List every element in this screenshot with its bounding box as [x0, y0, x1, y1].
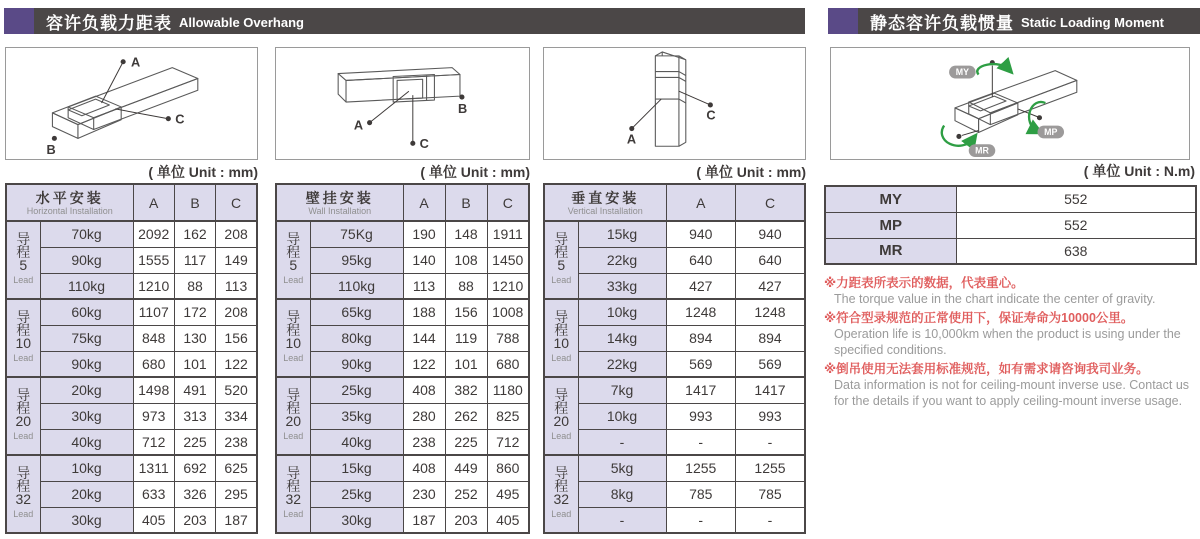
- value-cell: 1450: [487, 247, 529, 273]
- column-header-a: A: [133, 184, 174, 221]
- value-cell: 149: [216, 247, 257, 273]
- mr-badge-label: MR: [975, 145, 989, 156]
- lead-en-label: Lead: [13, 275, 34, 285]
- table-row: [276, 325, 529, 351]
- vertical-install-table-container: [543, 183, 806, 534]
- value-cell: 1255: [666, 455, 735, 481]
- label-c: C: [419, 136, 429, 152]
- label-a: A: [353, 117, 364, 133]
- value-cell: 238: [216, 429, 257, 455]
- table-row: [544, 455, 805, 481]
- install-type-en: Horizontal Installation: [26, 205, 113, 216]
- lead-en-label: Lead: [13, 509, 34, 519]
- load-cell: 20kg: [40, 481, 133, 507]
- value-cell: 973: [133, 403, 174, 429]
- value-cell: 408: [403, 455, 445, 481]
- value-cell: 405: [133, 507, 174, 533]
- value-cell: 187: [403, 507, 445, 533]
- value-cell: 520: [216, 377, 257, 403]
- value-cell: 208: [216, 221, 257, 247]
- value-cell: 162: [174, 221, 215, 247]
- lead-en-label: Lead: [551, 509, 572, 519]
- value-cell: 1417: [736, 377, 806, 403]
- value-cell: 1311: [133, 455, 174, 481]
- table-row: [276, 247, 529, 273]
- value-cell: 848: [133, 325, 174, 351]
- column-header-c: C: [216, 184, 257, 221]
- value-cell: 788: [487, 325, 529, 351]
- value-cell: 262: [445, 403, 487, 429]
- install-type-en: Vertical Installation: [567, 205, 643, 216]
- moment-title-zh: 静态容许负载惯量: [870, 13, 1014, 33]
- value-cell: 313: [174, 403, 215, 429]
- load-cell: 8kg: [578, 481, 666, 507]
- lead-cell: 导 程 20 Lead: [276, 377, 310, 455]
- value-cell: 680: [133, 351, 174, 377]
- value-cell: 88: [445, 273, 487, 299]
- load-cell: 110kg: [40, 273, 133, 299]
- table-title-cell: [544, 184, 666, 221]
- lead-en-label: Lead: [551, 353, 572, 363]
- wall-install-table-container: [275, 183, 530, 534]
- my-badge-label: MY: [955, 67, 969, 78]
- moment-row: [825, 212, 1196, 238]
- horizontal-actuator-drawing: [6, 48, 257, 159]
- table-row: [6, 325, 257, 351]
- value-cell: 188: [403, 299, 445, 325]
- value-cell: 712: [487, 429, 529, 455]
- lead-cell: 导 程 5 Lead: [6, 221, 40, 299]
- moment-section-header: [828, 8, 1200, 34]
- table-title-cell: [6, 184, 133, 221]
- value-cell: 144: [403, 325, 445, 351]
- load-cell: 10kg: [578, 299, 666, 325]
- value-cell: 495: [487, 481, 529, 507]
- note-zh: ※倒吊使用无法套用标准规范，如有需求请咨询我司业务。: [824, 362, 1149, 376]
- table-row: [276, 221, 529, 247]
- load-cell: 5kg: [578, 455, 666, 481]
- moment-diagram: [830, 47, 1190, 160]
- moment-title-en: Static Loading Moment: [1021, 14, 1164, 30]
- table-header-row: [276, 184, 529, 221]
- table-row: [276, 507, 529, 533]
- unit-label-mm: ( 单位 Unit : mm): [148, 164, 258, 180]
- value-cell: 334: [216, 403, 257, 429]
- lead-en-label: Lead: [283, 431, 304, 441]
- load-cell: 110kg: [310, 273, 403, 299]
- value-cell: 2092: [133, 221, 174, 247]
- load-cell: 30kg: [310, 507, 403, 533]
- value-cell: 187: [216, 507, 257, 533]
- lead-cell: 导 程 32 Lead: [544, 455, 578, 533]
- table-row: [544, 507, 805, 533]
- table-row: [544, 429, 805, 455]
- unit-label-mm: ( 单位 Unit : mm): [420, 164, 530, 180]
- value-cell: 1210: [487, 273, 529, 299]
- value-cell: 295: [216, 481, 257, 507]
- label-a: A: [131, 54, 141, 70]
- lead-en-label: Lead: [13, 431, 34, 441]
- value-cell: 1255: [736, 455, 806, 481]
- table-row: [276, 351, 529, 377]
- table-row: [276, 403, 529, 429]
- value-cell: 156: [216, 325, 257, 351]
- load-cell: 22kg: [578, 351, 666, 377]
- moment-actuator-drawing: [831, 48, 1189, 159]
- lead-cell: 导 程 32 Lead: [276, 455, 310, 533]
- column-header-a: A: [403, 184, 445, 221]
- note-zh: ※符合型录规范的正常使用下，保证寿命为10000公里。: [824, 311, 1134, 325]
- value-cell: 894: [666, 325, 735, 351]
- load-cell: 40kg: [310, 429, 403, 455]
- value-cell: 280: [403, 403, 445, 429]
- lead-cell: 导 程 32 Lead: [6, 455, 40, 533]
- value-cell: 860: [487, 455, 529, 481]
- value-cell: 148: [445, 221, 487, 247]
- value-cell: 1911: [487, 221, 529, 247]
- moment-value: 638: [956, 238, 1196, 264]
- horizontal-install-table-container: [5, 183, 258, 534]
- load-cell: 90kg: [40, 351, 133, 377]
- load-cell: 10kg: [578, 403, 666, 429]
- value-cell: 427: [736, 273, 806, 299]
- lead-cell: 导 程 20 Lead: [544, 377, 578, 455]
- load-cell: 40kg: [40, 429, 133, 455]
- value-cell: 1008: [487, 299, 529, 325]
- value-cell: 88: [174, 273, 215, 299]
- table-row: [6, 455, 257, 481]
- install-type-zh: 壁挂安装: [305, 189, 374, 206]
- moment-value: 552: [956, 186, 1196, 212]
- load-cell: 35kg: [310, 403, 403, 429]
- purple-accent-square: [4, 8, 34, 34]
- horizontal-install-table: [5, 183, 258, 534]
- load-cell: 95kg: [310, 247, 403, 273]
- value-cell: 208: [216, 299, 257, 325]
- load-cell: 25kg: [310, 377, 403, 403]
- table-row: [544, 247, 805, 273]
- value-cell: 625: [216, 455, 257, 481]
- value-cell: 122: [216, 351, 257, 377]
- load-cell: 30kg: [40, 403, 133, 429]
- table-row: [6, 481, 257, 507]
- value-cell: 108: [445, 247, 487, 273]
- vertical-actuator-drawing: [544, 48, 805, 159]
- value-cell: 491: [174, 377, 215, 403]
- install-type-zh: 垂直安装: [571, 189, 640, 206]
- value-cell: 382: [445, 377, 487, 403]
- load-cell: 90kg: [40, 247, 133, 273]
- table-row: [6, 221, 257, 247]
- load-cell: 75kg: [40, 325, 133, 351]
- value-cell: 156: [445, 299, 487, 325]
- value-cell: 692: [174, 455, 215, 481]
- value-cell: 894: [736, 325, 806, 351]
- lead-en-label: Lead: [283, 509, 304, 519]
- value-cell: 190: [403, 221, 445, 247]
- lead-en-label: Lead: [13, 353, 34, 363]
- value-cell: 326: [174, 481, 215, 507]
- load-cell: 60kg: [40, 299, 133, 325]
- vertical-install-table: [543, 183, 806, 534]
- load-cell: 90kg: [310, 351, 403, 377]
- value-cell: -: [736, 429, 806, 455]
- value-cell: 117: [174, 247, 215, 273]
- lead-cell: 导 程 5 Lead: [544, 221, 578, 299]
- value-cell: 712: [133, 429, 174, 455]
- value-cell: 252: [445, 481, 487, 507]
- column-header-b: B: [174, 184, 215, 221]
- value-cell: 569: [736, 351, 806, 377]
- value-cell: 825: [487, 403, 529, 429]
- table-row: [544, 481, 805, 507]
- note-en: Data information is not for ceiling-mount inverse use. Contact us for the details if you want to apply ceiling-mount inverse usage.: [834, 378, 1190, 408]
- load-cell: 70kg: [40, 221, 133, 247]
- install-type-zh: 水平安装: [35, 189, 104, 206]
- wall-install-table: [275, 183, 530, 534]
- load-cell: 15kg: [310, 455, 403, 481]
- table-row: [544, 325, 805, 351]
- label-c: C: [175, 111, 185, 127]
- value-cell: 238: [403, 429, 445, 455]
- moment-row: [825, 238, 1196, 264]
- table-row: [544, 403, 805, 429]
- overhang-title-en: Allowable Overhang: [179, 14, 304, 30]
- load-cell: 15kg: [578, 221, 666, 247]
- moment-label: MY: [825, 186, 956, 212]
- table-row: [6, 299, 257, 325]
- note-en: Operation life is 10,000km when the product is using under the specified conditions.: [834, 327, 1181, 357]
- value-cell: 122: [403, 351, 445, 377]
- load-cell: 80kg: [310, 325, 403, 351]
- load-cell: 10kg: [40, 455, 133, 481]
- lead-cell: 导 程 10 Lead: [544, 299, 578, 377]
- table-header-row: [6, 184, 257, 221]
- table-row: [544, 221, 805, 247]
- value-cell: 940: [736, 221, 806, 247]
- value-cell: 101: [174, 351, 215, 377]
- load-cell: 14kg: [578, 325, 666, 351]
- value-cell: 640: [666, 247, 735, 273]
- table-row: [6, 273, 257, 299]
- label-b: B: [46, 142, 56, 158]
- note-en: The torque value in the chart indicate the center of gravity.: [834, 292, 1156, 306]
- static-moment-table: [824, 185, 1197, 265]
- moment-table-container: [824, 185, 1197, 265]
- value-cell: 203: [174, 507, 215, 533]
- load-cell: 65kg: [310, 299, 403, 325]
- load-cell: 25kg: [310, 481, 403, 507]
- value-cell: 119: [445, 325, 487, 351]
- value-cell: 225: [174, 429, 215, 455]
- horizontal-install-diagram: [5, 47, 258, 160]
- moment-value: 552: [956, 212, 1196, 238]
- value-cell: 408: [403, 377, 445, 403]
- value-cell: 225: [445, 429, 487, 455]
- table-row: [544, 351, 805, 377]
- value-cell: 640: [736, 247, 806, 273]
- lead-cell: 导 程 20 Lead: [6, 377, 40, 455]
- value-cell: 140: [403, 247, 445, 273]
- value-cell: 1210: [133, 273, 174, 299]
- table-row: [6, 403, 257, 429]
- value-cell: 1555: [133, 247, 174, 273]
- value-cell: 130: [174, 325, 215, 351]
- value-cell: 993: [736, 403, 806, 429]
- table-row: [6, 429, 257, 455]
- moment-row: [825, 186, 1196, 212]
- overhang-title-zh: 容许负载力距表: [46, 13, 172, 33]
- value-cell: 1248: [736, 299, 806, 325]
- value-cell: 230: [403, 481, 445, 507]
- value-cell: 1180: [487, 377, 529, 403]
- value-cell: 113: [403, 273, 445, 299]
- lead-cell: 导 程 5 Lead: [276, 221, 310, 299]
- moment-label: MP: [825, 212, 956, 238]
- lead-en-label: Lead: [283, 275, 304, 285]
- table-title-cell: [276, 184, 403, 221]
- lead-cell: 导 程 10 Lead: [276, 299, 310, 377]
- table-header-row: [544, 184, 805, 221]
- load-cell: 75Kg: [310, 221, 403, 247]
- table-row: [6, 247, 257, 273]
- table-row: [544, 299, 805, 325]
- moment-label: MR: [825, 238, 956, 264]
- label-b: B: [458, 100, 468, 116]
- load-cell: -: [578, 507, 666, 533]
- table-row: [6, 377, 257, 403]
- load-cell: -: [578, 429, 666, 455]
- value-cell: -: [666, 507, 735, 533]
- value-cell: 203: [445, 507, 487, 533]
- table-row: [276, 429, 529, 455]
- value-cell: -: [736, 507, 806, 533]
- table-row: [544, 273, 805, 299]
- value-cell: 1498: [133, 377, 174, 403]
- lead-en-label: Lead: [551, 275, 572, 285]
- note-zh: ※力距表所表示的数据，代表重心。: [824, 276, 1024, 290]
- vertical-install-diagram: [543, 47, 806, 160]
- table-row: [6, 507, 257, 533]
- value-cell: 785: [736, 481, 806, 507]
- value-cell: 940: [666, 221, 735, 247]
- install-type-en: Wall Installation: [308, 205, 372, 216]
- unit-label-nm: ( 单位 Unit : N.m): [1083, 163, 1195, 179]
- column-header-c: C: [487, 184, 529, 221]
- unit-label-mm: ( 单位 Unit : mm): [696, 164, 806, 180]
- value-cell: -: [666, 429, 735, 455]
- table-row: [276, 299, 529, 325]
- table-row: [276, 377, 529, 403]
- value-cell: 633: [133, 481, 174, 507]
- purple-accent-square: [828, 8, 858, 34]
- table-row: [276, 455, 529, 481]
- value-cell: 1417: [666, 377, 735, 403]
- value-cell: 1248: [666, 299, 735, 325]
- value-cell: 172: [174, 299, 215, 325]
- value-cell: 1107: [133, 299, 174, 325]
- overhang-section-header: [4, 8, 805, 34]
- wall-actuator-drawing: [276, 48, 529, 159]
- label-c: C: [706, 107, 716, 123]
- load-cell: 20kg: [40, 377, 133, 403]
- column-header-a: A: [666, 184, 735, 221]
- lead-cell: 导 程 10 Lead: [6, 299, 40, 377]
- table-row: [276, 273, 529, 299]
- value-cell: 449: [445, 455, 487, 481]
- lead-en-label: Lead: [551, 431, 572, 441]
- load-cell: 33kg: [578, 273, 666, 299]
- value-cell: 427: [666, 273, 735, 299]
- table-row: [276, 481, 529, 507]
- column-header-c: C: [736, 184, 806, 221]
- lead-en-label: Lead: [283, 353, 304, 363]
- wall-install-diagram: [275, 47, 530, 160]
- value-cell: 113: [216, 273, 257, 299]
- load-cell: 30kg: [40, 507, 133, 533]
- table-row: [6, 351, 257, 377]
- column-header-b: B: [445, 184, 487, 221]
- value-cell: 993: [666, 403, 735, 429]
- value-cell: 785: [666, 481, 735, 507]
- label-a: A: [626, 131, 637, 147]
- value-cell: 101: [445, 351, 487, 377]
- load-cell: 22kg: [578, 247, 666, 273]
- value-cell: 569: [666, 351, 735, 377]
- load-cell: 7kg: [578, 377, 666, 403]
- value-cell: 405: [487, 507, 529, 533]
- table-row: [544, 377, 805, 403]
- mp-badge-label: MP: [1044, 126, 1058, 137]
- value-cell: 680: [487, 351, 529, 377]
- notes-block: [824, 272, 1198, 409]
